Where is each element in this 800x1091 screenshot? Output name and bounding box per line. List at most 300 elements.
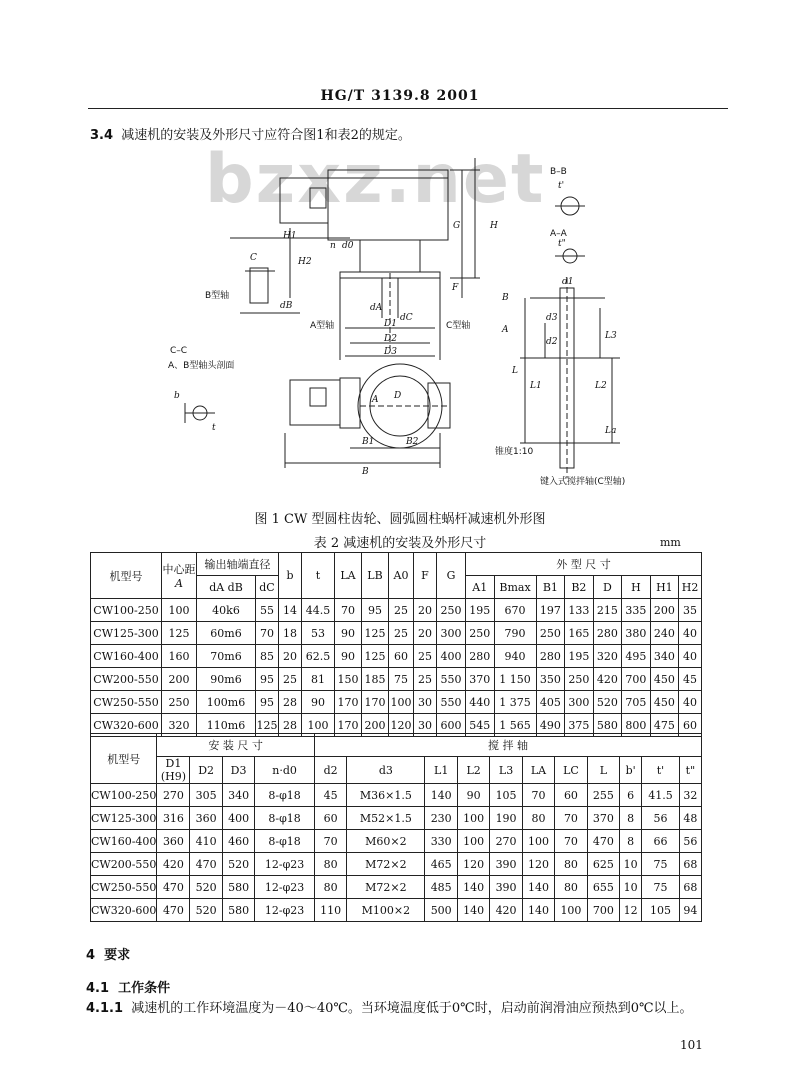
table-cell: 70 bbox=[335, 599, 362, 622]
dim-label-D1: D1 bbox=[384, 319, 397, 329]
table-cell: 95 bbox=[256, 668, 279, 691]
table-cell: M36×1.5 bbox=[347, 784, 425, 807]
th2-mixer: 搅 拌 轴 bbox=[314, 734, 701, 757]
table-outline-body bbox=[91, 599, 702, 737]
table-cell: 270 bbox=[490, 830, 522, 853]
table-cell: CW200-550 bbox=[91, 668, 162, 691]
table-cell: CW160-400 bbox=[91, 645, 162, 668]
table-cell: 60 bbox=[679, 714, 702, 737]
table-cell: 240 bbox=[650, 622, 679, 645]
table-cell: 110m6 bbox=[197, 714, 256, 737]
table-cell: 100 bbox=[555, 899, 587, 922]
table-cell: 120 bbox=[389, 714, 414, 737]
table-cell: 200 bbox=[362, 714, 389, 737]
dim-label-B: B bbox=[362, 467, 369, 477]
table-cell: 6 bbox=[620, 784, 642, 807]
th-dc: dC bbox=[256, 576, 279, 599]
figure-caption: 图 1 CW 型圆柱齿轮、圆弧圆柱蜗杆减速机外形图 bbox=[254, 512, 546, 527]
table-cell: 95 bbox=[362, 599, 389, 622]
page-number: 101 bbox=[680, 1038, 703, 1052]
table-cell: 190 bbox=[490, 807, 522, 830]
table-cell: 10 bbox=[620, 853, 642, 876]
table-cell: 40 bbox=[679, 645, 702, 668]
dim-label-D3: D3 bbox=[384, 347, 397, 357]
table-cell: 120 bbox=[522, 853, 554, 876]
table-cell: 300 bbox=[565, 691, 594, 714]
table-cell: 133 bbox=[565, 599, 594, 622]
table-cell: 100 bbox=[457, 830, 489, 853]
table-cell: 185 bbox=[362, 668, 389, 691]
table-cell: 460 bbox=[222, 830, 254, 853]
table-cell: 12-φ23 bbox=[255, 853, 315, 876]
table-cell: 200 bbox=[650, 599, 679, 622]
table-cell: 940 bbox=[494, 645, 536, 668]
table-cell: CW100-250 bbox=[91, 784, 157, 807]
table-cell: 350 bbox=[536, 668, 565, 691]
table-cell: 20 bbox=[414, 622, 437, 645]
th2-l: L bbox=[587, 757, 619, 784]
page-header: HG/T 3139.8 2001 bbox=[320, 88, 480, 104]
th-outline: 外 型 尺 寸 bbox=[466, 553, 702, 576]
th2-d1: D1 (H9) bbox=[157, 757, 190, 784]
table-cell: 40k6 bbox=[197, 599, 256, 622]
table-cell: 800 bbox=[622, 714, 651, 737]
table-cell: 255 bbox=[587, 784, 619, 807]
dim-label-B-arrow: B bbox=[502, 293, 509, 303]
table-cell: 66 bbox=[642, 830, 680, 853]
table-cell: 195 bbox=[565, 645, 594, 668]
label-b-shaft: B型轴 bbox=[205, 291, 230, 301]
table-cell: 8-φ18 bbox=[255, 807, 315, 830]
table-cell: M60×2 bbox=[347, 830, 425, 853]
table-cell: 85 bbox=[256, 645, 279, 668]
table-cell: 580 bbox=[222, 876, 254, 899]
motor-body bbox=[280, 178, 328, 223]
th-model: 机型号 bbox=[91, 553, 162, 599]
table-cell: 110 bbox=[314, 899, 346, 922]
table-cell: 470 bbox=[157, 899, 190, 922]
table-cell: 1 565 bbox=[494, 714, 536, 737]
table-cell: 60m6 bbox=[197, 622, 256, 645]
table-cell: 195 bbox=[466, 599, 495, 622]
table-cell: 90 bbox=[457, 784, 489, 807]
th-d: D bbox=[593, 576, 622, 599]
table-cell: CW100-250 bbox=[91, 599, 162, 622]
table-cell: 80 bbox=[555, 876, 587, 899]
table-cell: CW320-600 bbox=[91, 899, 157, 922]
section-4-1-heading: 4.1 工作条件 bbox=[86, 981, 171, 996]
table-cell: 450 bbox=[650, 691, 679, 714]
table-cell: 200 bbox=[162, 668, 197, 691]
table-cell: 380 bbox=[622, 622, 651, 645]
watermark: bzxz.net bbox=[205, 140, 546, 219]
table-cell: CW250-550 bbox=[91, 876, 157, 899]
table-cell: 705 bbox=[622, 691, 651, 714]
header-rule bbox=[88, 108, 728, 109]
table-row bbox=[91, 830, 702, 853]
flange bbox=[360, 240, 420, 272]
table-cell: 330 bbox=[425, 830, 457, 853]
table-cell: 120 bbox=[457, 853, 489, 876]
table-cell: CW125-300 bbox=[91, 807, 157, 830]
table-cell: 360 bbox=[157, 830, 190, 853]
table-cell: 170 bbox=[335, 714, 362, 737]
table-row bbox=[91, 807, 702, 830]
th-h1: H1 bbox=[650, 576, 679, 599]
table-cell: 105 bbox=[490, 784, 522, 807]
table-cell: CW200-550 bbox=[91, 853, 157, 876]
table-cell: 75 bbox=[642, 876, 680, 899]
table-cell: 48 bbox=[679, 807, 701, 830]
table-cell: 320 bbox=[162, 714, 197, 737]
th2-l2: L2 bbox=[457, 757, 489, 784]
dim-label-L1: L1 bbox=[530, 381, 542, 391]
table-cell: CW250-550 bbox=[91, 691, 162, 714]
table-cell: 25 bbox=[389, 622, 414, 645]
table-cell: 316 bbox=[157, 807, 190, 830]
table-cell: 500 bbox=[425, 899, 457, 922]
dim-label-H1: H1 bbox=[283, 231, 297, 241]
table-cell: 280 bbox=[536, 645, 565, 668]
table-cell: 550 bbox=[437, 668, 466, 691]
table-row bbox=[91, 645, 702, 668]
th2-l1: L1 bbox=[425, 757, 457, 784]
label-section-bb: B–B bbox=[550, 167, 567, 177]
table-cell: 56 bbox=[642, 807, 680, 830]
dim-label-D2: D2 bbox=[384, 334, 397, 344]
table-cell: 80 bbox=[522, 807, 554, 830]
table-cell: 30 bbox=[414, 714, 437, 737]
label-section-cc: C–C bbox=[170, 346, 188, 356]
table-row bbox=[91, 668, 702, 691]
table-cell: 12 bbox=[620, 899, 642, 922]
table-outline-dims bbox=[90, 552, 702, 737]
dim-label-A: A bbox=[372, 395, 379, 405]
table-cell: 41.5 bbox=[642, 784, 680, 807]
table-row bbox=[91, 784, 702, 807]
table-cell: 125 bbox=[256, 714, 279, 737]
th-center: 中心距 A bbox=[162, 553, 197, 599]
dim-label-b: b bbox=[174, 391, 180, 401]
table-cell: 100 bbox=[389, 691, 414, 714]
dim-label-A-arrow: A bbox=[502, 325, 509, 335]
clause-text: 减速机的安装及外形尺寸应符合图1和表2的规定。 bbox=[121, 128, 411, 143]
table-cell: 485 bbox=[425, 876, 457, 899]
table-cell: 70 bbox=[522, 784, 554, 807]
table-cell: 90 bbox=[302, 691, 335, 714]
dim-label-H: H bbox=[490, 221, 498, 231]
table-cell: 1 375 bbox=[494, 691, 536, 714]
table-cell: 250 bbox=[437, 599, 466, 622]
th-output-shaft: 输出轴端直径 bbox=[197, 553, 279, 576]
table-cell: 405 bbox=[536, 691, 565, 714]
th2-tpp: t" bbox=[679, 757, 701, 784]
th-f: F bbox=[414, 553, 437, 599]
table-cell: 390 bbox=[490, 853, 522, 876]
th-b2: B2 bbox=[565, 576, 594, 599]
label-c-shaft: C型轴 bbox=[446, 321, 471, 331]
table-cell: 80 bbox=[314, 853, 346, 876]
table-row bbox=[91, 853, 702, 876]
table-cell: 305 bbox=[190, 784, 222, 807]
table-cell: 475 bbox=[650, 714, 679, 737]
table-cell: 340 bbox=[222, 784, 254, 807]
table-cell: 20 bbox=[279, 645, 302, 668]
table-cell: 230 bbox=[425, 807, 457, 830]
table-cell: 25 bbox=[279, 668, 302, 691]
table-cell: 70 bbox=[314, 830, 346, 853]
table-install-dims bbox=[90, 733, 702, 922]
dim-label-t1: t' bbox=[558, 181, 565, 191]
th-t: t bbox=[302, 553, 335, 599]
table-cell: 30 bbox=[414, 691, 437, 714]
dim-label-t2: t" bbox=[558, 239, 566, 249]
table-cell: 700 bbox=[622, 668, 651, 691]
table-cell: 90 bbox=[335, 622, 362, 645]
clause-number: 3.4 bbox=[90, 128, 114, 143]
table-cell: M72×2 bbox=[347, 853, 425, 876]
table-cell: 125 bbox=[362, 645, 389, 668]
table-cell: 68 bbox=[679, 876, 701, 899]
table-cell: 215 bbox=[593, 599, 622, 622]
table-cell: 140 bbox=[522, 899, 554, 922]
table-cell: 25 bbox=[414, 645, 437, 668]
section-4-heading: 4 要求 bbox=[86, 948, 131, 963]
table-cell: 250 bbox=[466, 622, 495, 645]
table-cell: 140 bbox=[425, 784, 457, 807]
dim-label-C: C bbox=[250, 253, 257, 263]
dim-label-dB: dB bbox=[280, 301, 293, 311]
table-cell: 280 bbox=[593, 622, 622, 645]
th2-sd2: d2 bbox=[314, 757, 346, 784]
th-a0: A0 bbox=[389, 553, 414, 599]
table-cell: 520 bbox=[593, 691, 622, 714]
table-cell: 520 bbox=[222, 853, 254, 876]
table-cell: 140 bbox=[457, 876, 489, 899]
th-g: G bbox=[437, 553, 466, 599]
dim-label-L3: L3 bbox=[605, 331, 617, 341]
table-cell: 1 150 bbox=[494, 668, 536, 691]
th2-lc: LC bbox=[555, 757, 587, 784]
label-c-mixer: 键入式搅拌轴(C型轴) bbox=[540, 477, 626, 487]
table-cell: 18 bbox=[279, 622, 302, 645]
dim-label-d0: d0 bbox=[342, 241, 354, 251]
dim-label-L2: L2 bbox=[595, 381, 607, 391]
dim-label-d3: d3 bbox=[546, 313, 558, 323]
table-cell: 580 bbox=[222, 899, 254, 922]
table-cell: M52×1.5 bbox=[347, 807, 425, 830]
table-cell: 410 bbox=[190, 830, 222, 853]
table-cell: 600 bbox=[437, 714, 466, 737]
table-cell: 420 bbox=[490, 899, 522, 922]
th-lb: LB bbox=[362, 553, 389, 599]
table-cell: 140 bbox=[457, 899, 489, 922]
table-cell: 655 bbox=[587, 876, 619, 899]
label-a-shaft: A型轴 bbox=[310, 321, 335, 331]
table-cell: 580 bbox=[593, 714, 622, 737]
table-cell: 390 bbox=[490, 876, 522, 899]
table-cell: 140 bbox=[522, 876, 554, 899]
table-cell: 8 bbox=[620, 807, 642, 830]
table-row bbox=[91, 876, 702, 899]
table-cell: 70 bbox=[555, 830, 587, 853]
table-cell: 470 bbox=[157, 876, 190, 899]
table-caption: 表 2 减速机的安装及外形尺寸 bbox=[313, 536, 487, 551]
table-cell: 790 bbox=[494, 622, 536, 645]
table-cell: 400 bbox=[222, 807, 254, 830]
dim-label-L: L bbox=[512, 366, 518, 376]
table-cell: 125 bbox=[162, 622, 197, 645]
th-dadb: dA dB bbox=[197, 576, 256, 599]
table-cell: 81 bbox=[302, 668, 335, 691]
table-cell: 170 bbox=[362, 691, 389, 714]
table-cell: 625 bbox=[587, 853, 619, 876]
dim-label-La: La bbox=[605, 426, 617, 436]
table-cell: 70m6 bbox=[197, 645, 256, 668]
table-cell: 280 bbox=[466, 645, 495, 668]
table-cell: 375 bbox=[565, 714, 594, 737]
table-cell: CW320-600 bbox=[91, 714, 162, 737]
plan-view bbox=[285, 364, 450, 468]
table-cell: 12-φ23 bbox=[255, 899, 315, 922]
table-row bbox=[91, 599, 702, 622]
dim-label-F: F bbox=[452, 283, 459, 293]
figure-drawing bbox=[150, 148, 650, 498]
dim-label-G: G bbox=[453, 221, 461, 231]
table-cell: 400 bbox=[437, 645, 466, 668]
table-cell: 700 bbox=[587, 899, 619, 922]
table-cell: 100 bbox=[457, 807, 489, 830]
table-cell: 170 bbox=[335, 691, 362, 714]
table-cell: 250 bbox=[162, 691, 197, 714]
table-cell: 335 bbox=[622, 599, 651, 622]
elevation-view bbox=[230, 158, 480, 360]
th2-d2: D2 bbox=[190, 757, 222, 784]
table-cell: 520 bbox=[190, 876, 222, 899]
table-cell: 55 bbox=[256, 599, 279, 622]
th2-la: LA bbox=[522, 757, 554, 784]
table-cell: 95 bbox=[256, 691, 279, 714]
table-cell: 360 bbox=[190, 807, 222, 830]
gearbox-body bbox=[328, 170, 448, 240]
th2-bp: b' bbox=[620, 757, 642, 784]
table-cell: 75 bbox=[389, 668, 414, 691]
th2-model: 机型号 bbox=[91, 734, 157, 784]
th-b: b bbox=[279, 553, 302, 599]
table-row bbox=[91, 899, 702, 922]
table-cell: 100 bbox=[522, 830, 554, 853]
table-cell: 150 bbox=[335, 668, 362, 691]
dim-label-dC: dC bbox=[400, 313, 413, 323]
table-cell: 125 bbox=[362, 622, 389, 645]
table-cell: 420 bbox=[593, 668, 622, 691]
th-bmax: Bmax bbox=[494, 576, 536, 599]
dim-label-d1: d1 bbox=[562, 277, 574, 287]
dim-label-B2: B2 bbox=[406, 437, 419, 447]
table-cell: 28 bbox=[279, 691, 302, 714]
dim-label-H2: H2 bbox=[298, 257, 312, 267]
th2-d3: D3 bbox=[222, 757, 254, 784]
table-cell: 40 bbox=[679, 622, 702, 645]
table-cell: 340 bbox=[650, 645, 679, 668]
table-cell: CW160-400 bbox=[91, 830, 157, 853]
table-cell: 545 bbox=[466, 714, 495, 737]
table-cell: 62.5 bbox=[302, 645, 335, 668]
table-cell: 25 bbox=[389, 599, 414, 622]
table-cell: 100m6 bbox=[197, 691, 256, 714]
table-cell: 300 bbox=[437, 622, 466, 645]
table-cell: 440 bbox=[466, 691, 495, 714]
table-cell: 80 bbox=[555, 853, 587, 876]
table-cell: 45 bbox=[314, 784, 346, 807]
table-cell: 520 bbox=[190, 899, 222, 922]
table-cell: 10 bbox=[620, 876, 642, 899]
table-cell: 60 bbox=[314, 807, 346, 830]
table-cell: 70 bbox=[256, 622, 279, 645]
th-b1: B1 bbox=[536, 576, 565, 599]
table-cell: 60 bbox=[555, 784, 587, 807]
table-cell: 32 bbox=[679, 784, 701, 807]
table-cell: 53 bbox=[302, 622, 335, 645]
table-cell: 160 bbox=[162, 645, 197, 668]
table-cell: 12-φ23 bbox=[255, 876, 315, 899]
table-cell: 470 bbox=[190, 853, 222, 876]
table-cell: 100 bbox=[162, 599, 197, 622]
table-cell: 56 bbox=[679, 830, 701, 853]
table-cell: M72×2 bbox=[347, 876, 425, 899]
dim-label-n: n bbox=[330, 241, 336, 251]
table-cell: 465 bbox=[425, 853, 457, 876]
table-cell: 44.5 bbox=[302, 599, 335, 622]
dim-label-d2: d2 bbox=[546, 337, 558, 347]
table-install-body bbox=[91, 784, 702, 922]
table-cell: 320 bbox=[593, 645, 622, 668]
dim-label-B1: B1 bbox=[362, 437, 375, 447]
th2-nd0: n·d0 bbox=[255, 757, 315, 784]
table-cell: 270 bbox=[157, 784, 190, 807]
dim-label-t: t bbox=[212, 423, 216, 433]
dim-label-dA: dA bbox=[370, 303, 383, 313]
table-cell: 94 bbox=[679, 899, 701, 922]
table-row bbox=[91, 691, 702, 714]
section-4-1-1-paragraph: 4.1.1 减速机的工作环境温度为－40～40℃。当环境温度低于0℃时，启动前润滑油应预热到0℃以上。 bbox=[86, 1001, 693, 1016]
table-cell: 20 bbox=[414, 599, 437, 622]
th2-tp: t' bbox=[642, 757, 680, 784]
table-cell: 8-φ18 bbox=[255, 830, 315, 853]
table-cell: 370 bbox=[587, 807, 619, 830]
table-cell: 490 bbox=[536, 714, 565, 737]
table-cell: 550 bbox=[437, 691, 466, 714]
table-row bbox=[91, 622, 702, 645]
table-cell: 8 bbox=[620, 830, 642, 853]
table-cell: 250 bbox=[536, 622, 565, 645]
table-cell: 68 bbox=[679, 853, 701, 876]
table-cell: 90m6 bbox=[197, 668, 256, 691]
label-section-cc-sub: A、B型轴头剖面 bbox=[168, 361, 235, 371]
table-cell: 80 bbox=[314, 876, 346, 899]
table-cell: 35 bbox=[679, 599, 702, 622]
table-cell: 250 bbox=[565, 668, 594, 691]
table-cell: 75 bbox=[642, 853, 680, 876]
table-cell: CW125-300 bbox=[91, 622, 162, 645]
table-cell: 450 bbox=[650, 668, 679, 691]
motor-plan bbox=[290, 380, 340, 425]
table-cell: 14 bbox=[279, 599, 302, 622]
th-la: LA bbox=[335, 553, 362, 599]
table-cell: 100 bbox=[302, 714, 335, 737]
table-cell: 90 bbox=[335, 645, 362, 668]
table-cell: 60 bbox=[389, 645, 414, 668]
